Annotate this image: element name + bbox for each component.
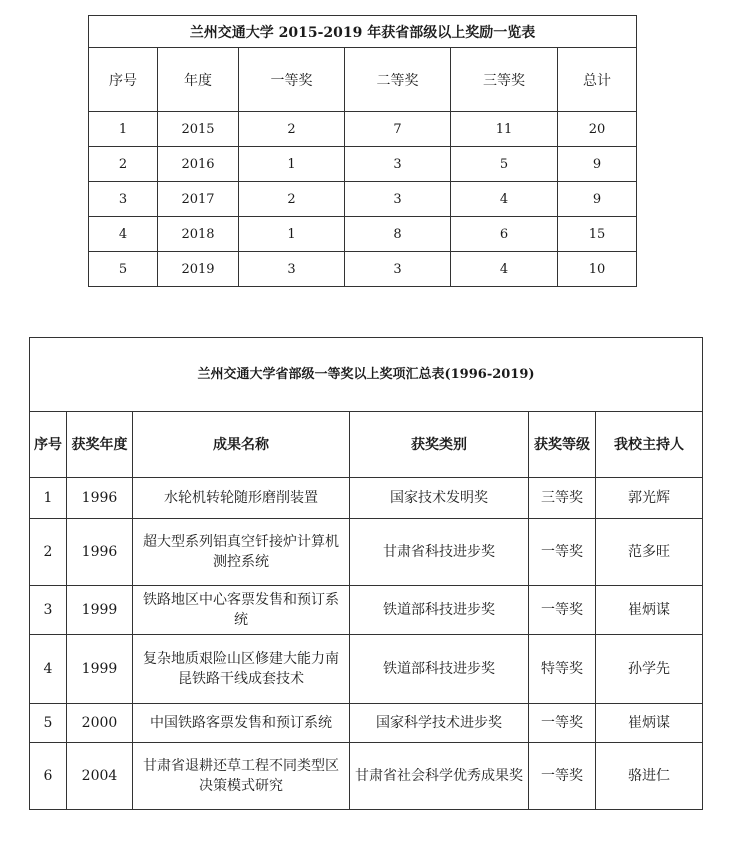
table-cell: 2 xyxy=(239,112,345,147)
table-cell: 1 xyxy=(30,478,67,519)
table2-header-level: 获奖等级 xyxy=(529,412,596,478)
table-cell: 15 xyxy=(558,217,637,252)
table-cell: 10 xyxy=(558,252,637,287)
table-cell: 4 xyxy=(451,182,558,217)
table-row xyxy=(89,252,637,287)
table2-header-index: 序号 xyxy=(30,412,67,478)
table-row xyxy=(89,112,637,147)
awards-summary-table xyxy=(88,15,637,287)
table-cell: 铁道部科技进步奖 xyxy=(350,586,529,635)
table-cell: 3 xyxy=(89,182,158,217)
table1-header-second-prize: 二等奖 xyxy=(345,48,451,112)
table-cell: 2004 xyxy=(67,743,133,810)
table-cell: 三等奖 xyxy=(529,478,596,519)
table-cell: 国家科学技术进步奖 xyxy=(350,704,529,743)
table-cell: 崔炳谋 xyxy=(596,586,703,635)
table-cell: 一等奖 xyxy=(529,519,596,586)
table-cell: 5 xyxy=(30,704,67,743)
table-cell: 8 xyxy=(345,217,451,252)
table-cell: 铁路地区中心客票发售和预订系统 xyxy=(133,586,350,635)
table-cell: 1 xyxy=(239,147,345,182)
table-cell: 复杂地质艰险山区修建大能力南昆铁路干线成套技术 xyxy=(133,635,350,704)
table-row xyxy=(30,586,703,635)
table1-header-index: 序号 xyxy=(89,48,158,112)
table-cell: 崔炳谋 xyxy=(596,704,703,743)
table-cell: 甘肃省科技进步奖 xyxy=(350,519,529,586)
table1-header-first-prize: 一等奖 xyxy=(239,48,345,112)
table2-header-year: 获奖年度 xyxy=(67,412,133,478)
table-cell: 甘肃省社会科学优秀成果奖 xyxy=(350,743,529,810)
table-cell: 9 xyxy=(558,182,637,217)
table-row xyxy=(30,519,703,586)
table-cell: 超大型系列铝真空钎接炉计算机测控系统 xyxy=(133,519,350,586)
table-row xyxy=(30,743,703,810)
table-cell: 3 xyxy=(345,182,451,217)
table-cell: 孙学先 xyxy=(596,635,703,704)
table-cell: 甘肃省退耕还草工程不同类型区决策模式研究 xyxy=(133,743,350,810)
table-row xyxy=(30,635,703,704)
table-cell: 4 xyxy=(30,635,67,704)
table-cell: 2019 xyxy=(158,252,239,287)
table-cell: 2000 xyxy=(67,704,133,743)
table2-header-category: 获奖类别 xyxy=(350,412,529,478)
table-cell: 1996 xyxy=(67,478,133,519)
table-cell: 一等奖 xyxy=(529,704,596,743)
table-cell: 7 xyxy=(345,112,451,147)
table-cell: 2015 xyxy=(158,112,239,147)
table-row xyxy=(89,147,637,182)
table-cell: 5 xyxy=(89,252,158,287)
table-row xyxy=(30,704,703,743)
table1-header-year: 年度 xyxy=(158,48,239,112)
table-cell: 11 xyxy=(451,112,558,147)
table-row xyxy=(89,182,637,217)
table-cell: 国家技术发明奖 xyxy=(350,478,529,519)
table-cell: 2 xyxy=(239,182,345,217)
table-cell: 水轮机转轮随形磨削装置 xyxy=(133,478,350,519)
table-cell: 3 xyxy=(345,147,451,182)
table-cell: 一等奖 xyxy=(529,586,596,635)
table2-header-achievement: 成果名称 xyxy=(133,412,350,478)
table-cell: 1999 xyxy=(67,586,133,635)
table-cell: 1996 xyxy=(67,519,133,586)
table-cell: 9 xyxy=(558,147,637,182)
table-row xyxy=(89,217,637,252)
table-cell: 3 xyxy=(345,252,451,287)
table-cell: 一等奖 xyxy=(529,743,596,810)
table-cell: 中国铁路客票发售和预订系统 xyxy=(133,704,350,743)
table-cell: 2018 xyxy=(158,217,239,252)
table-cell: 3 xyxy=(30,586,67,635)
major-awards-table xyxy=(29,337,703,810)
table-cell: 1999 xyxy=(67,635,133,704)
table-cell: 5 xyxy=(451,147,558,182)
table-cell: 2016 xyxy=(158,147,239,182)
table-cell: 1 xyxy=(89,112,158,147)
table-row xyxy=(30,478,703,519)
table-cell: 范多旺 xyxy=(596,519,703,586)
table-cell: 2 xyxy=(89,147,158,182)
table-cell: 6 xyxy=(30,743,67,810)
table-cell: 铁道部科技进步奖 xyxy=(350,635,529,704)
table1-header-third-prize: 三等奖 xyxy=(451,48,558,112)
table2-header-leader: 我校主持人 xyxy=(596,412,703,478)
table-cell: 3 xyxy=(239,252,345,287)
table-cell: 6 xyxy=(451,217,558,252)
table1-header-total: 总计 xyxy=(558,48,637,112)
table-cell: 20 xyxy=(558,112,637,147)
table-cell: 1 xyxy=(239,217,345,252)
table-cell: 骆进仁 xyxy=(596,743,703,810)
table-cell: 4 xyxy=(451,252,558,287)
table-cell: 郭光辉 xyxy=(596,478,703,519)
table2-title: 兰州交通大学省部级一等奖以上奖项汇总表(1996-2019) xyxy=(30,338,703,412)
table-cell: 4 xyxy=(89,217,158,252)
table1-title: 兰州交通大学 2015-2019 年获省部级以上奖励一览表 xyxy=(89,16,637,48)
table-cell: 2 xyxy=(30,519,67,586)
table-cell: 特等奖 xyxy=(529,635,596,704)
table-cell: 2017 xyxy=(158,182,239,217)
